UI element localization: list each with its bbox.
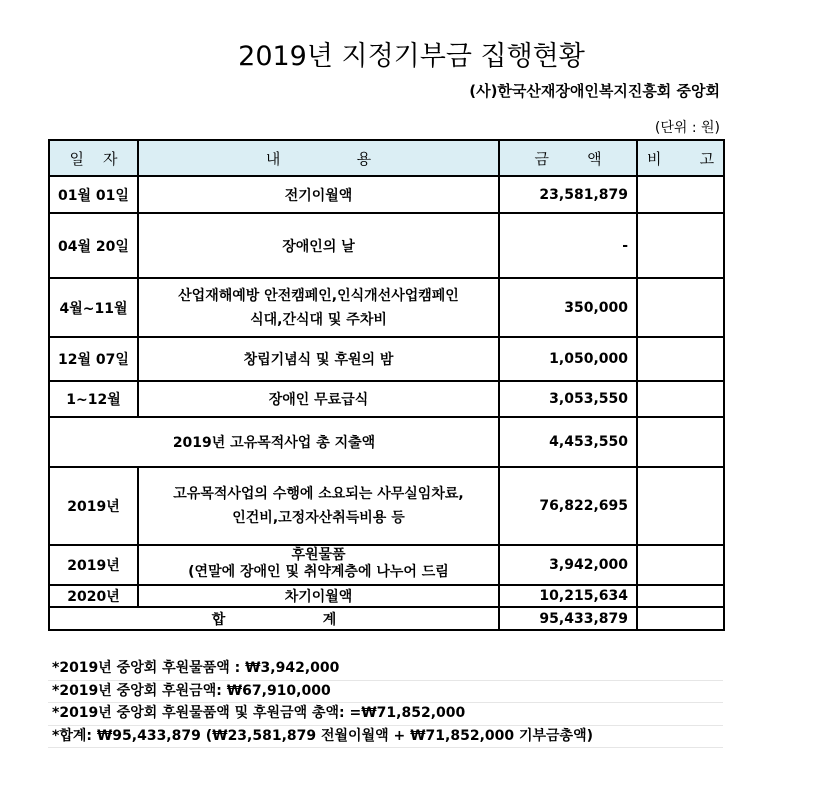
row-date: 2019년 [49, 467, 138, 545]
carryover-row [49, 585, 724, 607]
row-content: 장애인의 날 [138, 213, 499, 278]
note-line: *2019년 중앙회 후원물품액 : ₩3,942,000 [48, 658, 723, 681]
row-amount: - [499, 213, 637, 278]
unit-label: (단위 : 원) [654, 120, 720, 136]
row-content: 전기이월액 [138, 176, 499, 213]
note-line: *합계: ₩95,433,879 (₩23,581,879 전월이월액 + ₩71,852,000 기부금총액) [48, 726, 723, 749]
row-content-line: 산업재해예방 안전캠페인,인식개선사업캠페인 [178, 287, 459, 304]
row-date: 1~12월 [49, 381, 138, 417]
row-amount: 76,822,695 [499, 467, 637, 545]
expenditure-table [48, 139, 725, 631]
header-date: 일 자 [49, 140, 138, 176]
row-amount: 10,215,634 [499, 585, 637, 607]
table-row [49, 381, 724, 417]
table-row [49, 176, 724, 213]
row-content: 장애인 무료급식 [138, 381, 499, 417]
sponsorship-row [49, 545, 724, 585]
row-amount: 350,000 [499, 278, 637, 337]
header-amount: 금 액 [499, 140, 637, 176]
row-content-line: (연말에 장애인 및 취약계층에 나누어 드림 [188, 564, 449, 580]
row-amount: 1,050,000 [499, 337, 637, 381]
header-remarks: 비 고 [637, 140, 724, 176]
row-content-line: 인건비,고정자산취득비용 등 [232, 510, 405, 526]
operations-row [49, 467, 724, 545]
row-remarks [637, 278, 724, 337]
subtotal-label: 2019년 고유목적사업 총 지출액 [49, 417, 499, 467]
row-remarks [637, 381, 724, 417]
header-content: 내 용 [138, 140, 499, 176]
row-remarks [637, 585, 724, 607]
row-amount: 23,581,879 [499, 176, 637, 213]
row-remarks [637, 417, 724, 467]
total-row [49, 607, 724, 630]
notes-section [48, 658, 723, 748]
row-content [138, 545, 499, 585]
row-remarks [637, 607, 724, 630]
row-content-line: 후원물품 [291, 547, 346, 563]
row-content [138, 278, 499, 337]
note-line: *2019년 중앙회 후원물품액 및 후원금액 총액: =₩71,852,000 [48, 703, 723, 726]
table-row [49, 278, 724, 337]
total-amount: 95,433,879 [499, 607, 637, 630]
row-remarks [637, 176, 724, 213]
row-content-line: 고유목적사업의 수행에 소요되는 사무실임차료, [173, 486, 464, 502]
subtotal-amount: 4,453,550 [499, 417, 637, 467]
row-content [138, 467, 499, 545]
table-row [49, 213, 724, 278]
row-content: 차기이월액 [138, 585, 499, 607]
row-date: 2019년 [49, 545, 138, 585]
total-label: 합 계 [49, 607, 499, 630]
row-date: 4월~11월 [49, 278, 138, 337]
row-content-line: 식대,간식대 및 주차비 [250, 311, 387, 328]
row-date: 2020년 [49, 585, 138, 607]
row-amount: 3,942,000 [499, 545, 637, 585]
document-title: 2019년 지정기부금 집행현황 [238, 41, 585, 72]
note-line: *2019년 중앙회 후원금액: ₩67,910,000 [48, 681, 723, 704]
row-remarks [637, 467, 724, 545]
row-remarks [637, 545, 724, 585]
table-row [49, 337, 724, 381]
row-date: 04월 20일 [49, 213, 138, 278]
organization-name: (사)한국산재장애인복지진흥회 중앙회 [469, 82, 720, 100]
row-amount: 3,053,550 [499, 381, 637, 417]
row-remarks [637, 213, 724, 278]
row-date: 01월 01일 [49, 176, 138, 213]
row-date: 12월 07일 [49, 337, 138, 381]
row-remarks [637, 337, 724, 381]
table-header-row [49, 140, 724, 176]
subtotal-row [49, 417, 724, 467]
row-content: 창립기념식 및 후원의 밤 [138, 337, 499, 381]
